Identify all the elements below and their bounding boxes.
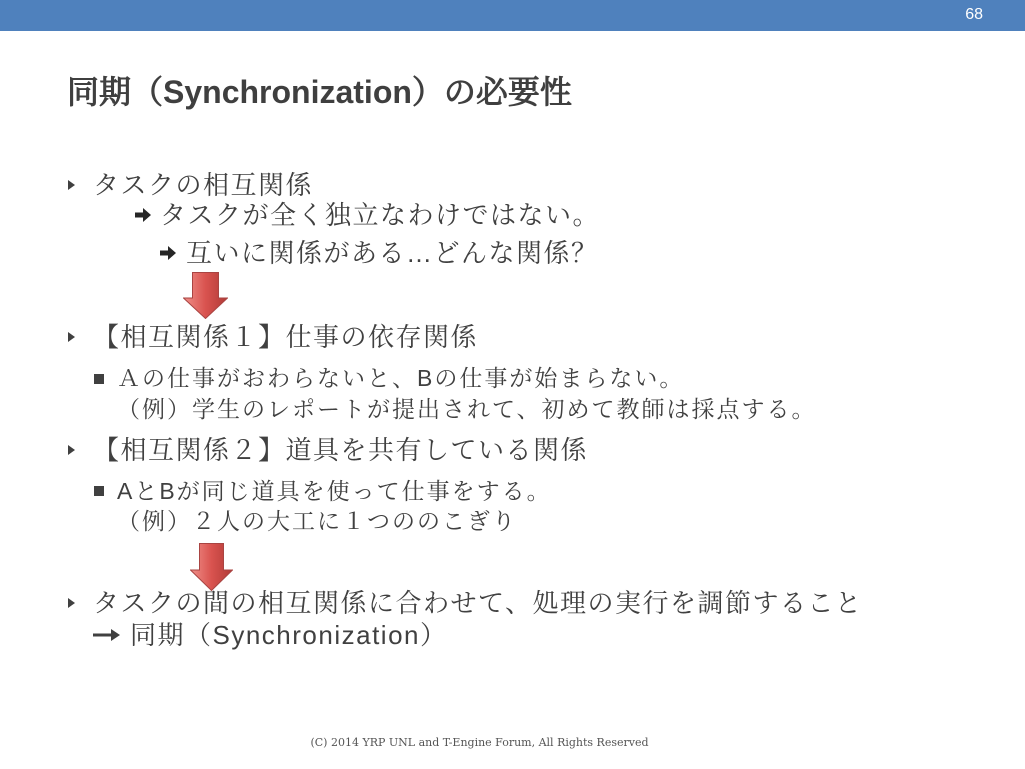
triangle-bullet-icon bbox=[68, 332, 75, 342]
example-text: （例）２人の大工に１つののこぎり bbox=[117, 508, 517, 534]
bullet-synchronization-purpose: タスクの間の相互関係に合わせて、処理の実行を調節すること bbox=[93, 588, 863, 618]
square-bullet-icon bbox=[94, 374, 104, 384]
bullet-task-relationship: タスクの相互関係 bbox=[93, 170, 314, 200]
triangle-bullet-icon bbox=[68, 445, 75, 455]
sub-bullet-text: Ａの仕事がおわらないと、Bの仕事が始まらない。 bbox=[117, 365, 685, 391]
page-number: 68 bbox=[965, 6, 983, 23]
triangle-bullet-icon bbox=[68, 598, 75, 608]
header-bar bbox=[0, 0, 1025, 31]
down-arrow-icon bbox=[190, 543, 233, 591]
implication-line: 互いに関係がある…どんな関係？ bbox=[186, 238, 599, 268]
triangle-bullet-icon bbox=[68, 180, 75, 190]
copyright-footer: (C) 2014 YRP UNL and T-Engine Forum, All Rights Reserved bbox=[310, 736, 649, 749]
down-arrow-icon bbox=[183, 272, 228, 319]
sub-bullet-text: AとBが同じ道具を使って仕事をする。 bbox=[117, 478, 552, 504]
right-arrow-icon bbox=[135, 208, 151, 222]
implication-line: タスクが全く独立なわけではない。 bbox=[160, 200, 601, 230]
right-arrow-icon bbox=[93, 627, 121, 643]
conclusion-text: 同期（Synchronization） bbox=[130, 620, 448, 650]
square-bullet-icon bbox=[94, 486, 104, 496]
bullet-shared-resource: 【相互関係２】道具を共有している関係 bbox=[93, 435, 589, 465]
slide-title: 同期（Synchronization）の必要性 bbox=[67, 74, 572, 110]
bullet-dependency: 【相互関係１】仕事の依存関係 bbox=[93, 322, 479, 352]
right-arrow-icon bbox=[160, 246, 176, 260]
example-text: （例）学生のレポートが提出されて、初めて教師は採点する。 bbox=[117, 396, 817, 422]
